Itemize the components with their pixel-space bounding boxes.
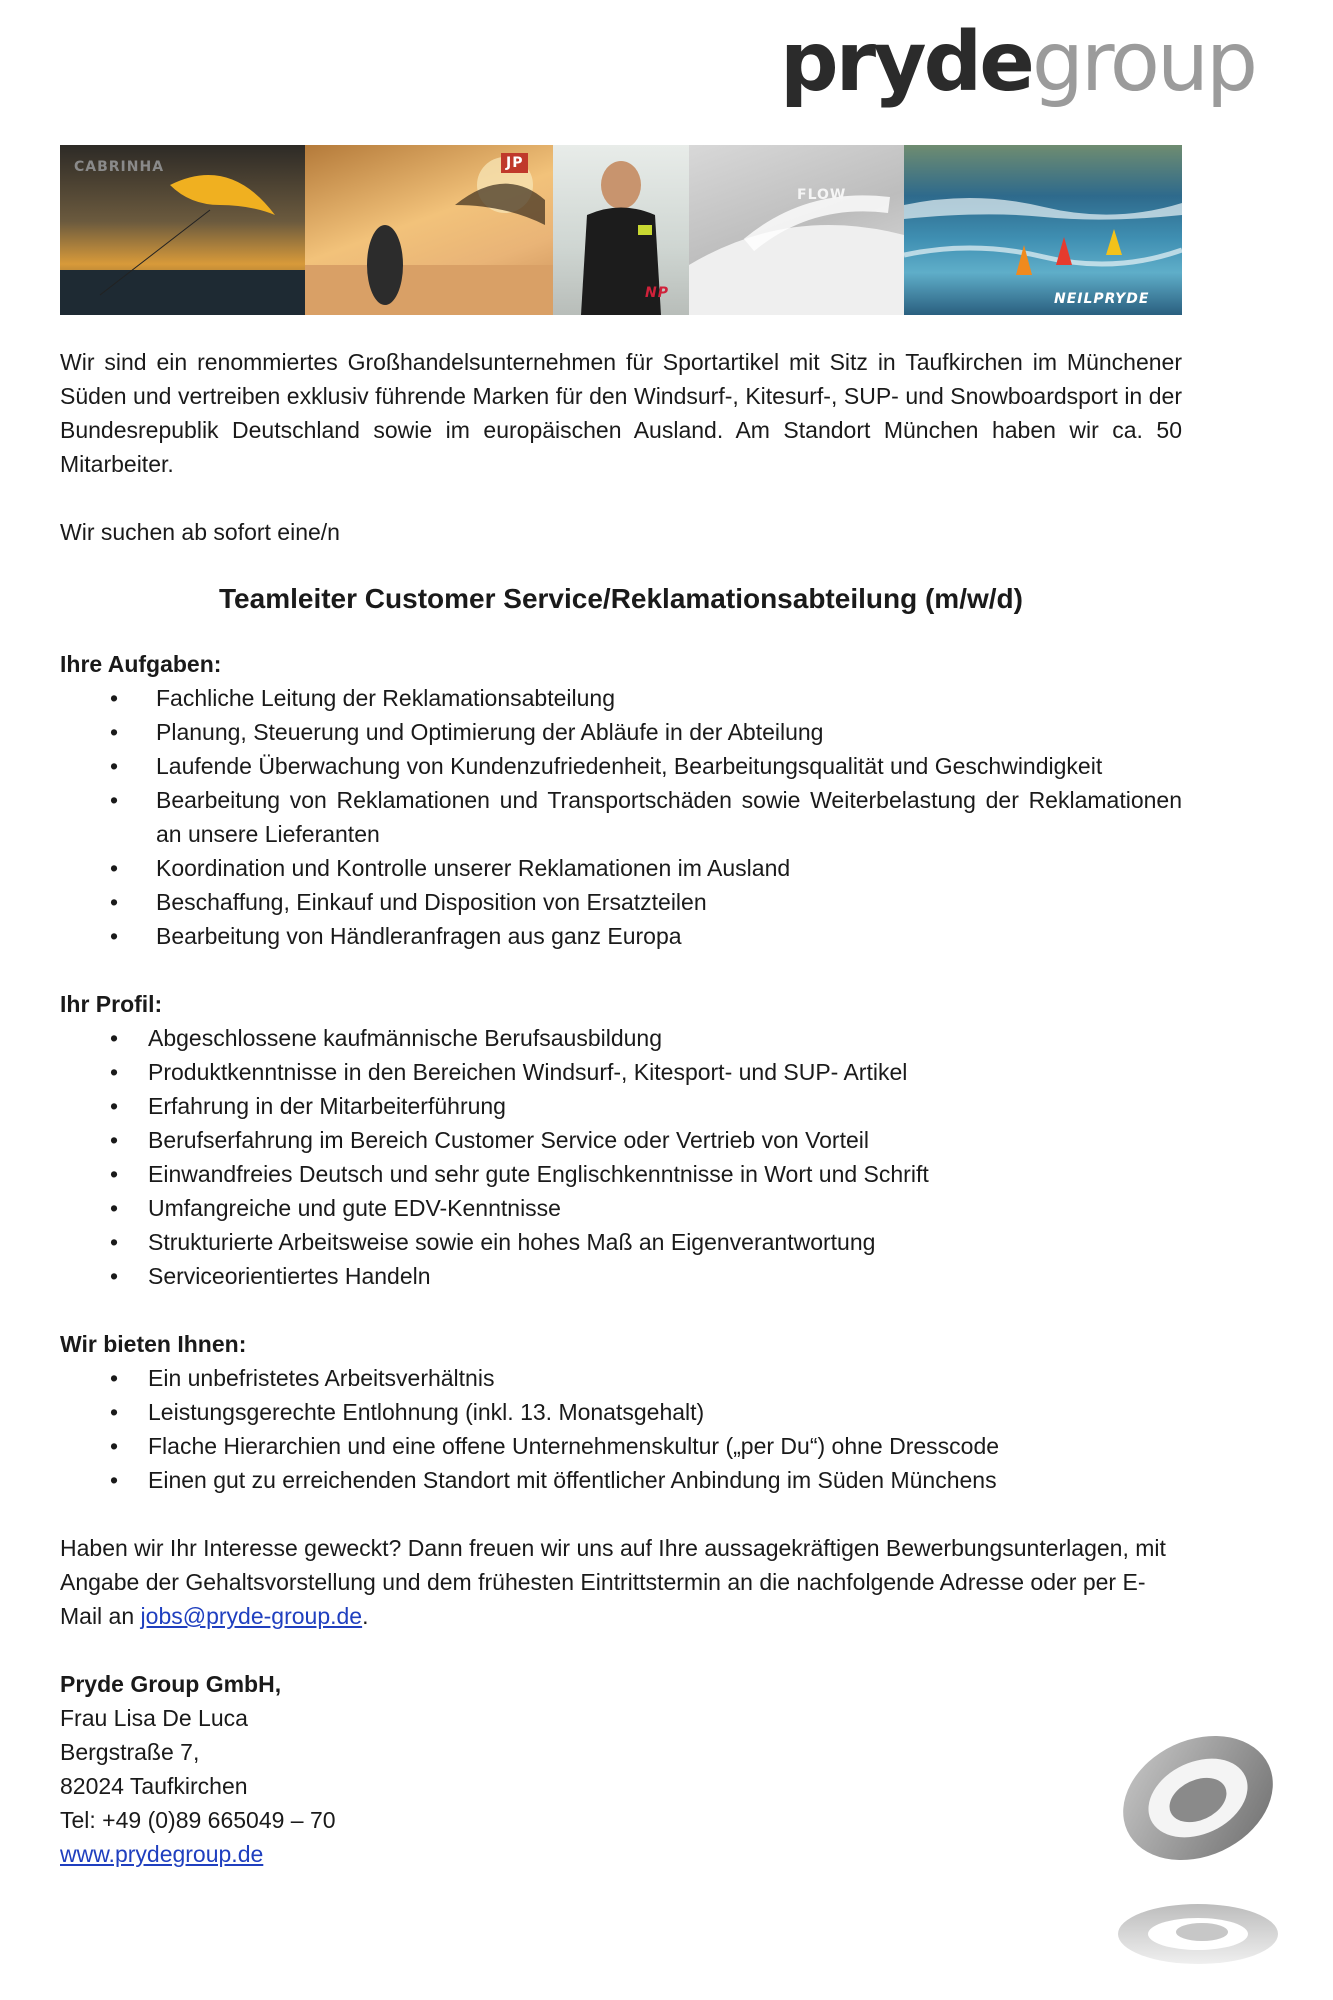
contact-company: Pryde Group GmbH, [60,1671,282,1697]
email-link[interactable]: jobs@pryde-group.de [140,1603,363,1629]
website-link[interactable]: www.prydegroup.de [60,1841,264,1867]
banner-kitesurf-image [60,145,305,315]
list-item: • Abgeschlossene kaufmännische Berufsausbildung [60,1021,1182,1055]
list-item: • Laufende Überwachung von Kundenzufriedenheit, Bearbeitungsqualität und Geschwindigkeit [60,749,1182,783]
offer-list [60,1361,1182,1497]
list-item: • Strukturierte Arbeitsweise sowie ein hohes Maß an Eigenverantwortung [60,1225,1182,1259]
banner-label-cabrinha: CABRINHA [74,159,165,175]
profile-heading: Ihr Profil: [60,991,163,1017]
list-item: • Einwandfreies Deutsch und sehr gute Englischkenntnisse in Wort und Schrift [60,1157,1182,1191]
banner-label-jp: JP [501,153,528,173]
profile-list [60,1021,1182,1293]
list-item: • Planung, Steuerung und Optimierung der Abläufe in der Abteilung [60,715,1182,749]
job-posting-body [60,345,1182,1871]
banner-neilpryde-image [904,145,1182,315]
list-item: • Berufserfahrung im Bereich Customer Service oder Vertrieb von Vorteil [60,1123,1182,1157]
banner-label-neilpryde: NEILPRYDE [1054,291,1150,307]
closing-text: Haben wir Ihr Interesse geweckt? Dann freuen wir uns auf Ihre aussagekräftigen Bewerbungsunterlagen, mit Angabe der Gehaltsvorstellung und dem frühesten Eintrittstermin an die nachfolgende Adresse oder per E-Mail an [60,1535,1166,1629]
prydegroup-logo [779,15,1255,110]
contact-block [60,1667,1182,1871]
banner-np-image [553,145,689,315]
contact-street: Bergstraße 7, [60,1739,200,1765]
tasks-list [60,681,1182,953]
seeking-text: Wir suchen ab sofort eine/n [60,519,340,545]
job-title: Teamleiter Customer Service/Reklamationsabteilung (m/w/d) [219,583,1023,614]
banner-jp-image [305,145,553,315]
contact-person: Frau Lisa De Luca [60,1705,248,1731]
pryde-emblem-graphic [1098,1718,1298,1978]
logo-part-group: group [1031,15,1255,110]
list-item: • Flache Hierarchien und eine offene Unternehmenskultur („per Du“) ohne Dresscode [60,1429,1182,1463]
list-item: • Einen gut zu erreichenden Standort mit öffentlicher Anbindung im Süden Münchens [60,1463,1182,1497]
brand-banner [60,145,1182,315]
list-item: • Fachliche Leitung der Reklamationsabteilung [60,681,1182,715]
list-item: • Produktkenntnisse in den Bereichen Windsurf-, Kitesport- und SUP- Artikel [60,1055,1182,1089]
closing-paragraph [60,1531,1182,1633]
company-intro: Wir sind ein renommiertes Großhandelsunternehmen für Sportartikel mit Sitz in Taufkirchen im Münchener Süden und vertreiben exklusiv führende Marken für den Windsurf-, Kitesurf-, SUP- und Snowboardsport in der Bundesrepublik Deutschland sowie im europäischen Ausland. Am Standort München haben wir ca. 50 Mitarbeiter. [60,349,1182,477]
contact-phone: Tel: +49 (0)89 665049 – 70 [60,1807,336,1833]
banner-label-flow: FLOW [797,187,847,203]
list-item: • Beschaffung, Einkauf und Disposition von Ersatzteilen [60,885,1182,919]
list-item: • Leistungsgerechte Entlohnung (inkl. 13. Monatsgehalt) [60,1395,1182,1429]
closing-end: . [362,1603,369,1629]
banner-flow-image [689,145,904,315]
list-item: • Ein unbefristetes Arbeitsverhältnis [60,1361,1182,1395]
list-item: • Koordination und Kontrolle unserer Reklamationen im Ausland [60,851,1182,885]
offer-heading: Wir bieten Ihnen: [60,1331,247,1357]
logo-part-pryde: pryde [779,15,1032,110]
tasks-heading: Ihre Aufgaben: [60,651,222,677]
list-item: • Erfahrung in der Mitarbeiterführung [60,1089,1182,1123]
list-item: • Bearbeitung von Reklamationen und Transportschäden sowie Weiterbelastung der Reklamationen an unsere Lieferanten [60,783,1182,851]
contact-city: 82024 Taufkirchen [60,1773,248,1799]
banner-label-np: NP [645,285,669,301]
list-item: • Bearbeitung von Händleranfragen aus ganz Europa [60,919,1182,953]
list-item: • Umfangreiche und gute EDV-Kenntnisse [60,1191,1182,1225]
list-item: • Serviceorientiertes Handeln [60,1259,1182,1293]
